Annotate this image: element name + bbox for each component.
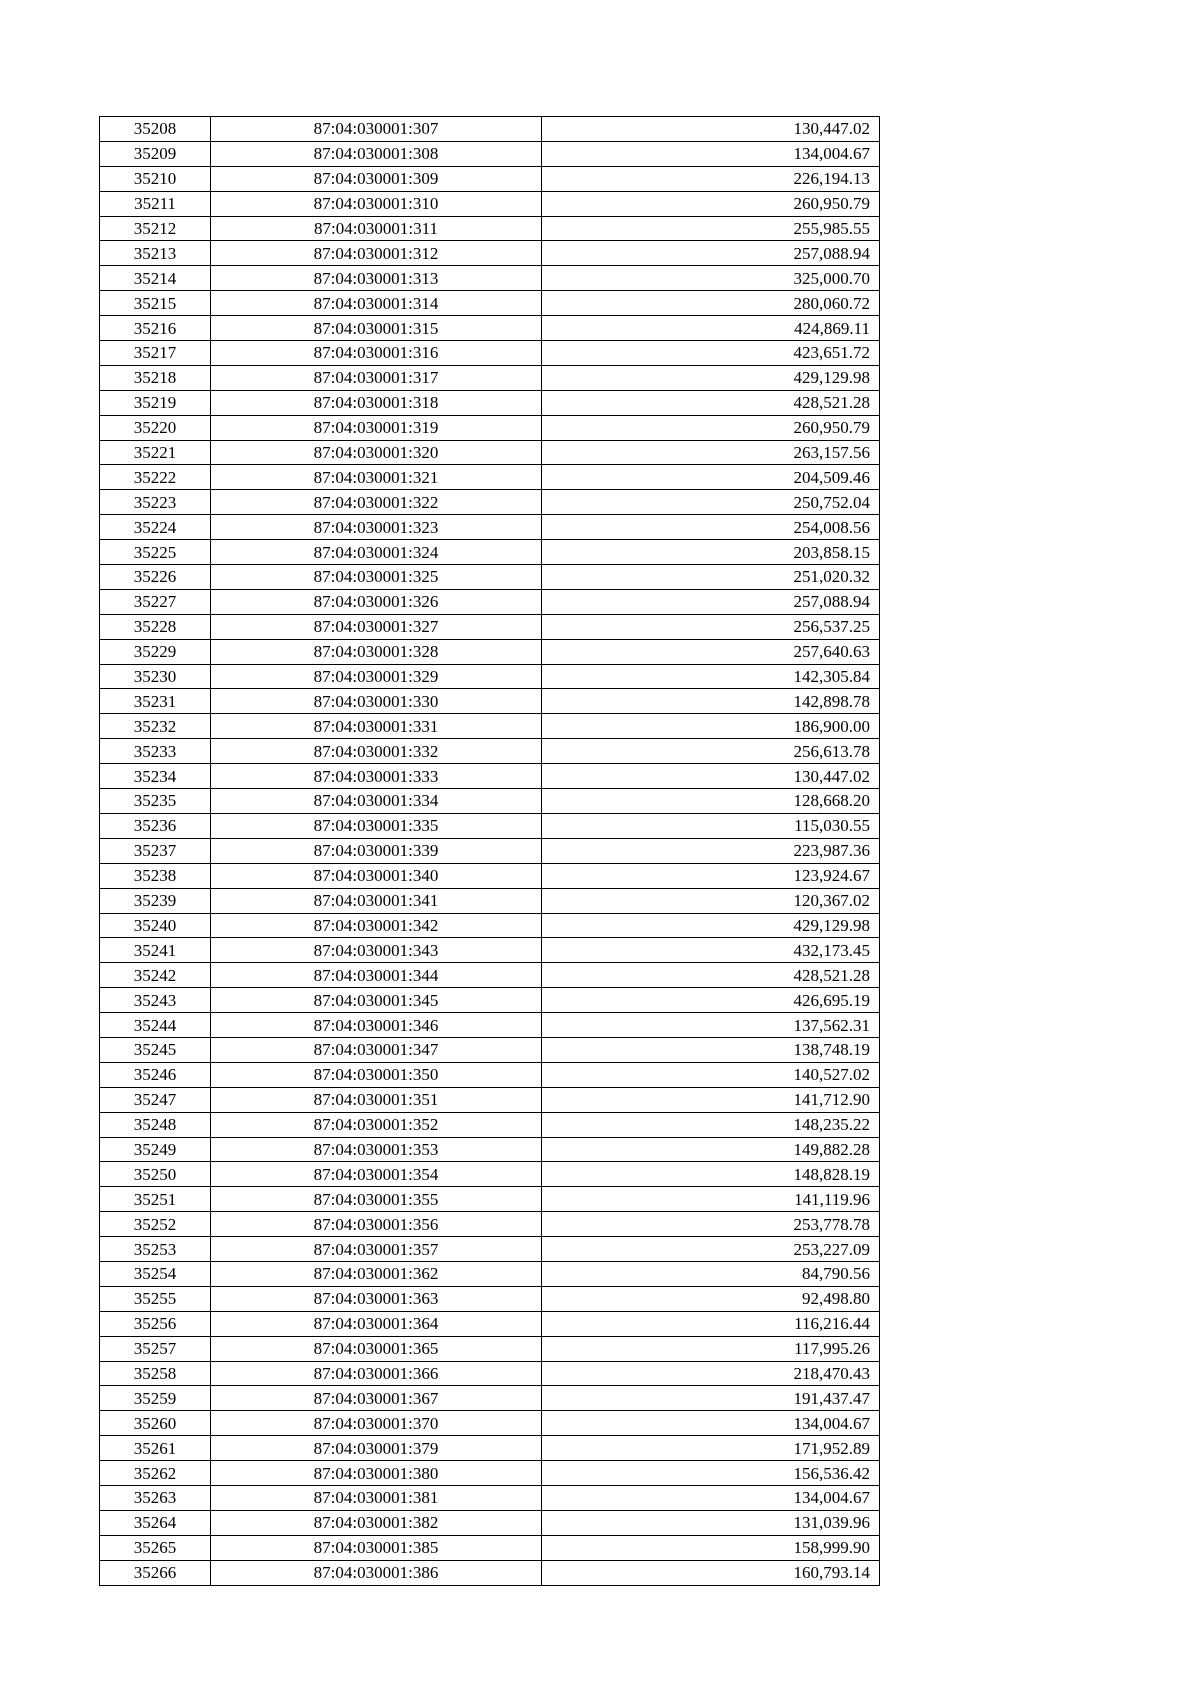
row-number: 35252 [100,1212,211,1237]
table-row [100,365,880,390]
table-row [100,1361,880,1386]
row-number: 35216 [100,316,211,341]
row-number: 35211 [100,191,211,216]
table-row [100,216,880,241]
cadastral-value: 140,527.02 [542,1062,880,1087]
table-row [100,838,880,863]
cadastral-number: 87:04:030001:316 [211,341,542,366]
table-row [100,515,880,540]
table-row [100,1560,880,1585]
cadastral-value: 426,695.19 [542,988,880,1013]
table-row [100,1237,880,1262]
cadastral-number: 87:04:030001:367 [211,1386,542,1411]
row-number: 35256 [100,1311,211,1336]
row-number: 35220 [100,415,211,440]
row-number: 35239 [100,888,211,913]
table-row [100,191,880,216]
table-row [100,1286,880,1311]
cadastral-number: 87:04:030001:355 [211,1187,542,1212]
cadastral-number: 87:04:030001:380 [211,1461,542,1486]
cadastral-value: 141,712.90 [542,1087,880,1112]
table-row [100,390,880,415]
cadastral-number: 87:04:030001:308 [211,141,542,166]
cadastral-number: 87:04:030001:319 [211,415,542,440]
cadastral-value: 148,828.19 [542,1162,880,1187]
cadastral-value: 191,437.47 [542,1386,880,1411]
row-number: 35214 [100,266,211,291]
row-number: 35224 [100,515,211,540]
row-number: 35236 [100,813,211,838]
cadastral-number: 87:04:030001:363 [211,1286,542,1311]
cadastral-number: 87:04:030001:343 [211,938,542,963]
cadastral-value: 92,498.80 [542,1286,880,1311]
cadastral-value: 428,521.28 [542,963,880,988]
cadastral-number: 87:04:030001:307 [211,117,542,142]
cadastral-number: 87:04:030001:341 [211,888,542,913]
row-number: 35219 [100,390,211,415]
cadastral-number: 87:04:030001:310 [211,191,542,216]
cadastral-value: 280,060.72 [542,291,880,316]
cadastral-value: 156,536.42 [542,1461,880,1486]
cadastral-number: 87:04:030001:342 [211,913,542,938]
cadastral-value: 186,900.00 [542,714,880,739]
cadastral-number: 87:04:030001:329 [211,664,542,689]
row-number: 35258 [100,1361,211,1386]
table-row [100,913,880,938]
row-number: 35210 [100,166,211,191]
cadastral-value: 120,367.02 [542,888,880,913]
row-number: 35250 [100,1162,211,1187]
table-row [100,1087,880,1112]
cadastral-number: 87:04:030001:321 [211,465,542,490]
table-row [100,714,880,739]
row-number: 35257 [100,1336,211,1361]
cadastral-number: 87:04:030001:312 [211,241,542,266]
row-number: 35215 [100,291,211,316]
table-row [100,963,880,988]
row-number: 35254 [100,1261,211,1286]
cadastral-number: 87:04:030001:353 [211,1137,542,1162]
cadastral-value: 142,898.78 [542,689,880,714]
row-number: 35209 [100,141,211,166]
row-number: 35263 [100,1485,211,1510]
cadastral-value: 123,924.67 [542,863,880,888]
table-row [100,1311,880,1336]
cadastral-value: 116,216.44 [542,1311,880,1336]
table-row [100,1510,880,1535]
row-number: 35225 [100,540,211,565]
table-row [100,764,880,789]
table-body [100,117,880,1586]
cadastral-value: 257,088.94 [542,241,880,266]
cadastral-value: 117,995.26 [542,1336,880,1361]
cadastral-number: 87:04:030001:385 [211,1535,542,1560]
row-number: 35253 [100,1237,211,1262]
cadastral-value: 115,030.55 [542,813,880,838]
table-row [100,565,880,590]
row-number: 35249 [100,1137,211,1162]
table-row [100,664,880,689]
table-row [100,1386,880,1411]
row-number: 35240 [100,913,211,938]
cadastral-value: 255,985.55 [542,216,880,241]
cadastral-value: 256,613.78 [542,739,880,764]
cadastral-number: 87:04:030001:311 [211,216,542,241]
row-number: 35242 [100,963,211,988]
row-number: 35260 [100,1411,211,1436]
cadastral-number: 87:04:030001:366 [211,1361,542,1386]
row-number: 35244 [100,1013,211,1038]
table-row [100,1137,880,1162]
cadastral-number: 87:04:030001:357 [211,1237,542,1262]
cadastral-value: 263,157.56 [542,440,880,465]
table-row [100,1187,880,1212]
table-row [100,1037,880,1062]
table-row [100,1336,880,1361]
table-row [100,988,880,1013]
row-number: 35229 [100,639,211,664]
cadastral-number: 87:04:030001:340 [211,863,542,888]
cadastral-value: 134,004.67 [542,1411,880,1436]
cadastral-value: 158,999.90 [542,1535,880,1560]
cadastral-value: 149,882.28 [542,1137,880,1162]
row-number: 35208 [100,117,211,142]
cadastral-number: 87:04:030001:333 [211,764,542,789]
table-row [100,341,880,366]
row-number: 35237 [100,838,211,863]
row-number: 35245 [100,1037,211,1062]
cadastral-value: 260,950.79 [542,191,880,216]
row-number: 35251 [100,1187,211,1212]
cadastral-number: 87:04:030001:364 [211,1311,542,1336]
cadastral-number: 87:04:030001:330 [211,689,542,714]
cadastral-value: 203,858.15 [542,540,880,565]
cadastral-value: 432,173.45 [542,938,880,963]
cadastral-number: 87:04:030001:327 [211,614,542,639]
row-number: 35234 [100,764,211,789]
cadastral-value: 131,039.96 [542,1510,880,1535]
cadastral-value: 257,640.63 [542,639,880,664]
row-number: 35247 [100,1087,211,1112]
table-row [100,166,880,191]
table-row [100,1461,880,1486]
cadastral-number: 87:04:030001:345 [211,988,542,1013]
table-row [100,440,880,465]
row-number: 35213 [100,241,211,266]
cadastral-number: 87:04:030001:351 [211,1087,542,1112]
cadastral-number: 87:04:030001:386 [211,1560,542,1585]
row-number: 35246 [100,1062,211,1087]
cadastral-value: 134,004.67 [542,1485,880,1510]
row-number: 35241 [100,938,211,963]
table-row [100,141,880,166]
cadastral-value: 226,194.13 [542,166,880,191]
cadastral-value: 148,235.22 [542,1112,880,1137]
cadastral-number: 87:04:030001:334 [211,789,542,814]
table-row [100,614,880,639]
cadastral-value: 84,790.56 [542,1261,880,1286]
cadastral-number: 87:04:030001:347 [211,1037,542,1062]
cadastral-value: 218,470.43 [542,1361,880,1386]
cadastral-value: 160,793.14 [542,1560,880,1585]
table-row [100,1411,880,1436]
row-number: 35264 [100,1510,211,1535]
row-number: 35235 [100,789,211,814]
cadastral-number: 87:04:030001:365 [211,1336,542,1361]
row-number: 35221 [100,440,211,465]
row-number: 35262 [100,1461,211,1486]
cadastral-value: 429,129.98 [542,365,880,390]
table-row [100,639,880,664]
table-row [100,291,880,316]
cadastral-number: 87:04:030001:326 [211,589,542,614]
cadastral-value: 428,521.28 [542,390,880,415]
cadastral-value: 141,119.96 [542,1187,880,1212]
row-number: 35223 [100,490,211,515]
cadastral-value: 253,778.78 [542,1212,880,1237]
table-row [100,1535,880,1560]
row-number: 35227 [100,589,211,614]
table-row [100,689,880,714]
row-number: 35226 [100,565,211,590]
cadastral-number: 87:04:030001:309 [211,166,542,191]
cadastral-value: 171,952.89 [542,1436,880,1461]
row-number: 35238 [100,863,211,888]
row-number: 35218 [100,365,211,390]
table-row [100,316,880,341]
cadastral-number: 87:04:030001:346 [211,1013,542,1038]
row-number: 35261 [100,1436,211,1461]
row-number: 35266 [100,1560,211,1585]
cadastral-value: 204,509.46 [542,465,880,490]
cadastral-value: 130,447.02 [542,764,880,789]
cadastral-number: 87:04:030001:313 [211,266,542,291]
row-number: 35248 [100,1112,211,1137]
cadastral-number: 87:04:030001:315 [211,316,542,341]
row-number: 35255 [100,1286,211,1311]
cadastral-number: 87:04:030001:339 [211,838,542,863]
cadastral-number: 87:04:030001:381 [211,1485,542,1510]
table-row [100,739,880,764]
cadastral-value: 429,129.98 [542,913,880,938]
cadastral-value: 137,562.31 [542,1013,880,1038]
row-number: 35243 [100,988,211,1013]
row-number: 35259 [100,1386,211,1411]
cadastral-number: 87:04:030001:328 [211,639,542,664]
cadastral-number: 87:04:030001:382 [211,1510,542,1535]
table-row [100,888,880,913]
table-row [100,863,880,888]
table-row [100,1162,880,1187]
cadastral-value: 223,987.36 [542,838,880,863]
cadastral-number: 87:04:030001:335 [211,813,542,838]
cadastral-number: 87:04:030001:320 [211,440,542,465]
cadastral-number: 87:04:030001:344 [211,963,542,988]
cadastral-value: 250,752.04 [542,490,880,515]
cadastral-value: 253,227.09 [542,1237,880,1262]
cadastral-value: 424,869.11 [542,316,880,341]
cadastral-number: 87:04:030001:323 [211,515,542,540]
cadastral-value: 325,000.70 [542,266,880,291]
row-number: 35265 [100,1535,211,1560]
table-row [100,938,880,963]
table-row [100,241,880,266]
table-row [100,789,880,814]
cadastral-number: 87:04:030001:370 [211,1411,542,1436]
table-row [100,1485,880,1510]
cadastral-number: 87:04:030001:379 [211,1436,542,1461]
cadastral-number: 87:04:030001:318 [211,390,542,415]
table-row [100,1261,880,1286]
table-row [100,266,880,291]
table-row [100,1062,880,1087]
row-number: 35222 [100,465,211,490]
cadastral-number: 87:04:030001:362 [211,1261,542,1286]
cadastral-number: 87:04:030001:317 [211,365,542,390]
table-row [100,1112,880,1137]
table-row [100,540,880,565]
cadastral-number: 87:04:030001:325 [211,565,542,590]
cadastral-value: 138,748.19 [542,1037,880,1062]
row-number: 35228 [100,614,211,639]
cadastral-value: 423,651.72 [542,341,880,366]
cadastral-number: 87:04:030001:356 [211,1212,542,1237]
cadastral-number: 87:04:030001:332 [211,739,542,764]
cadastral-value: 134,004.67 [542,141,880,166]
cadastral-number: 87:04:030001:322 [211,490,542,515]
cadastral-number: 87:04:030001:324 [211,540,542,565]
cadastral-value: 142,305.84 [542,664,880,689]
cadastral-value: 260,950.79 [542,415,880,440]
cadastral-number: 87:04:030001:314 [211,291,542,316]
cadastral-value: 254,008.56 [542,515,880,540]
table-row [100,415,880,440]
cadastral-value: 130,447.02 [542,117,880,142]
table-row [100,117,880,142]
cadastral-value: 257,088.94 [542,589,880,614]
cadastral-value: 256,537.25 [542,614,880,639]
cadastral-value-table [99,116,880,1586]
table-row [100,1212,880,1237]
cadastral-number: 87:04:030001:352 [211,1112,542,1137]
table-row [100,589,880,614]
table-row [100,465,880,490]
table-row [100,813,880,838]
row-number: 35212 [100,216,211,241]
cadastral-number: 87:04:030001:350 [211,1062,542,1087]
table-row [100,1436,880,1461]
row-number: 35231 [100,689,211,714]
cadastral-value: 128,668.20 [542,789,880,814]
table-row [100,490,880,515]
row-number: 35232 [100,714,211,739]
cadastral-value: 251,020.32 [542,565,880,590]
row-number: 35217 [100,341,211,366]
cadastral-number: 87:04:030001:354 [211,1162,542,1187]
row-number: 35233 [100,739,211,764]
cadastral-number: 87:04:030001:331 [211,714,542,739]
row-number: 35230 [100,664,211,689]
table-row [100,1013,880,1038]
